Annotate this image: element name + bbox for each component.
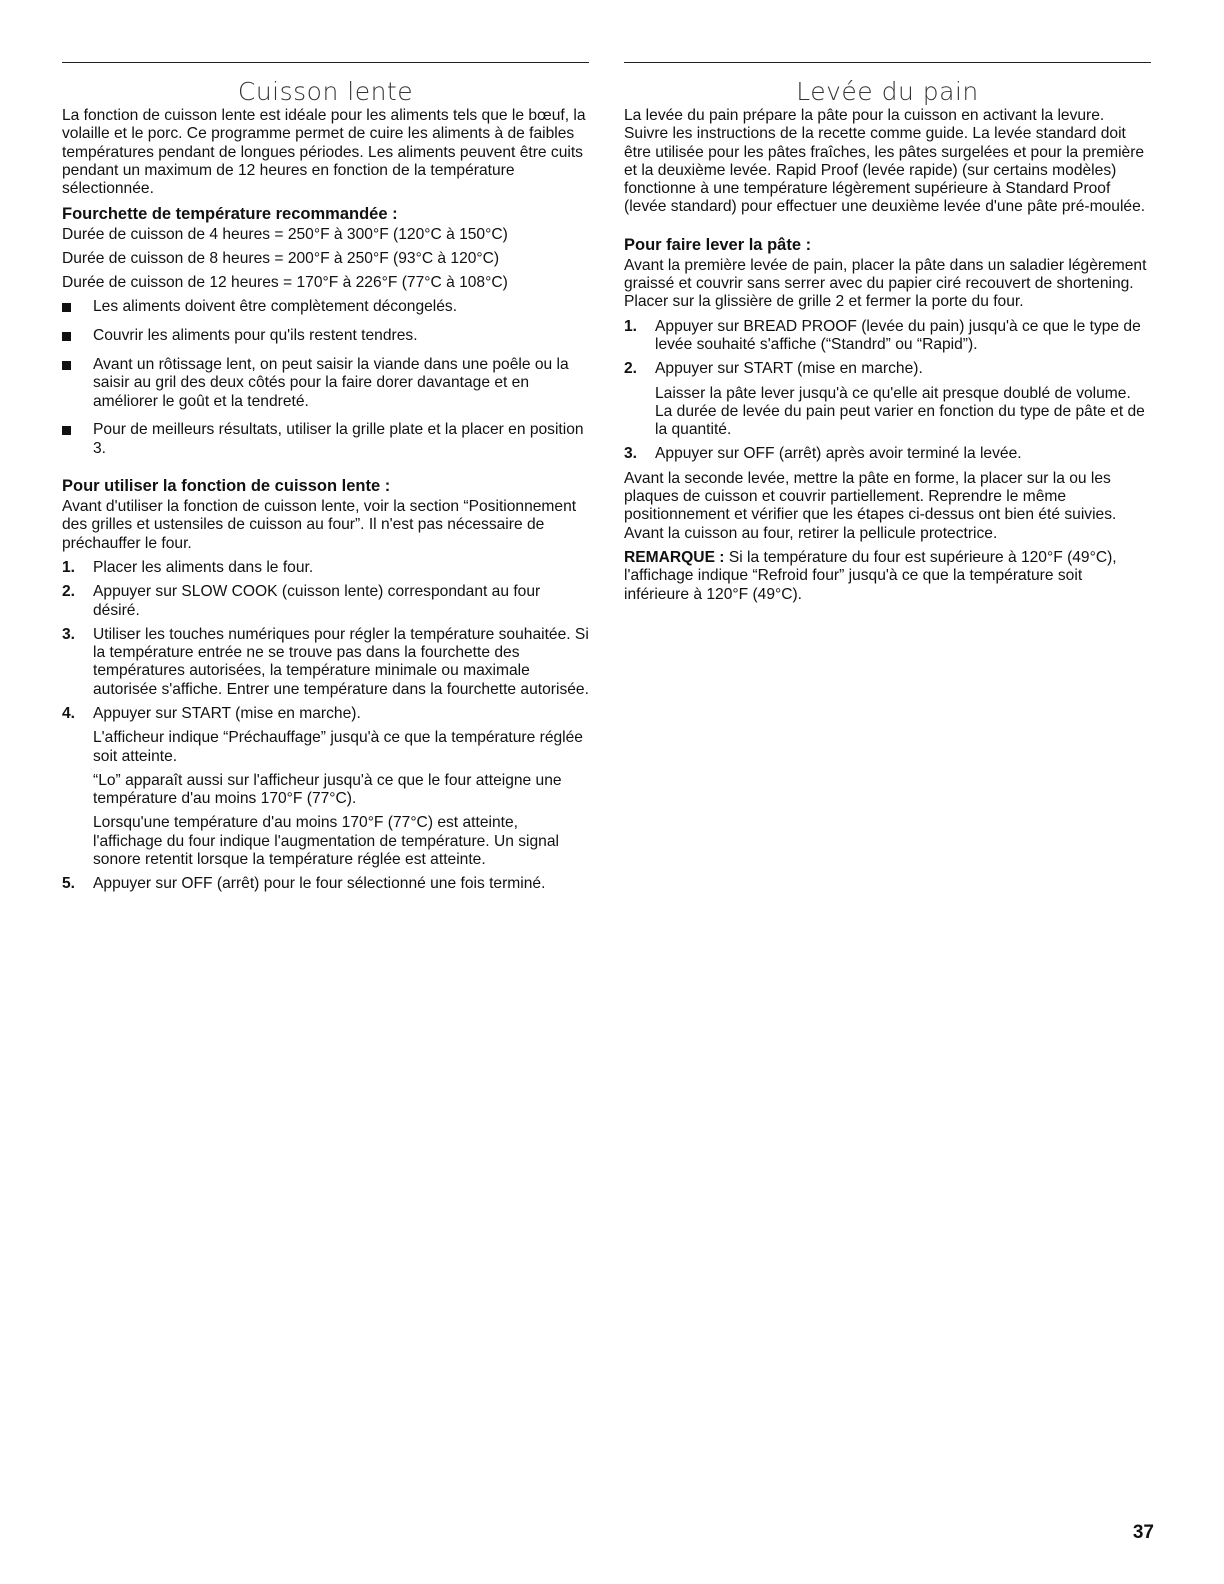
step-note: “Lo” apparaît aussi sur l'afficheur jusqu'à ce que le four atteigne une température d'au moins 170°F (77°C). [93, 771, 562, 808]
before-paragraph: Avant la première levée de pain, placer la pâte dans un saladier légèrement graissé et couvrir sans serrer avec du papier ciré recouvert de shortening. Placer sur la glissière de grille 2 et fermer la porte du four. [624, 256, 1147, 311]
note-label: REMARQUE : [624, 548, 725, 566]
step-text: Appuyer sur START (mise en marche). [655, 360, 923, 378]
list-item [62, 356, 589, 411]
proof-steps [624, 318, 1151, 464]
list-item [62, 421, 589, 458]
square-bullet-icon [62, 303, 71, 312]
step-note: Laisser la pâte lever jusqu'à ce qu'elle ait presque doublé de volume. La durée de levée du pain peut varier en fonction du type de pâte et de la quantité. [655, 384, 1145, 439]
step-number: 3. [62, 625, 76, 643]
step-text: Placer les aliments dans le four. [93, 558, 314, 576]
step-number: 5. [62, 875, 76, 893]
second-proof-paragraph: Avant la seconde levée, mettre la pâte en forme, la placer sur la ou les plaques de cuisson et couvrir partiellement. Reprendre le même positionnement et vérifier que les étapes ci-dessus ont bien été suivies. Avant la cuisson au four, retirer la pellicule protectrice. [624, 469, 1117, 542]
temperature-list [62, 226, 589, 292]
step-item [62, 559, 589, 577]
square-bullet-icon [62, 361, 71, 370]
list-item-text: Les aliments doivent être complètement décongelés. [93, 298, 458, 316]
list-item [62, 327, 589, 345]
temperature-line: Durée de cuisson de 8 heures = 200°F à 250°F (93°C à 120°C) [62, 250, 500, 268]
step-item [624, 318, 1151, 355]
tips-list [62, 298, 589, 458]
step-item [62, 626, 589, 699]
square-bullet-icon [62, 426, 71, 435]
page-number: 37 [1132, 1522, 1154, 1543]
step-text: Appuyer sur OFF (arrêt) après avoir terminé la levée. [655, 445, 1022, 463]
left-column [62, 62, 589, 900]
step-item [62, 705, 589, 869]
top-rule [62, 62, 589, 63]
temperature-line: Durée de cuisson de 12 heures = 170°F à 226°F (77°C à 108°C) [62, 274, 508, 292]
step-number: 1. [62, 558, 76, 576]
step-note: Lorsqu'une température d'au moins 170°F (77°C) est atteinte, l'affichage du four indique l'augmentation de température. Un signal sonore retentit lorsque la température réglée est atteinte. [93, 814, 559, 869]
step-note: L'afficheur indique “Préchauffage” jusqu'à ce que la température réglée soit atteinte. [93, 729, 583, 765]
note-text: Si la température du four est supérieure à 120°F (49°C), l'affichage indique “Refroid four” jusqu'à ce que la température soit inférieure à 120°F (49°C). [624, 548, 1117, 603]
section-title: Levée du pain [796, 77, 979, 106]
step-item [62, 583, 589, 620]
step-number: 1. [624, 317, 638, 335]
list-item [62, 298, 589, 316]
step-number: 2. [624, 360, 638, 378]
step-text: Appuyer sur BREAD PROOF (levée du pain) jusqu'à ce que le type de levée souhaité s'affiche (“Standrd” ou “Rapid”). [655, 317, 1141, 353]
note-paragraph [624, 549, 1151, 604]
intro-paragraph: La levée du pain prépare la pâte pour la cuisson en activant la levure. Suivre les instructions de la recette comme guide. La levée standard doit être utilisée pour les pâtes fraîches, les pâtes surgelées et pour la première et la deuxième levée. Rapid Proof (levée rapide) (sur certains modèles) fonctionne à une température légèrement supérieure à Standard Proof (levée standard) pour effectuer une deuxième levée d'une pâte pré-moulée. [624, 107, 1146, 216]
usage-heading: Pour utiliser la fonction de cuisson lente : [62, 477, 391, 496]
temperature-heading: Fourchette de température recommandée : [62, 205, 398, 224]
step-text: Appuyer sur START (mise en marche). [93, 704, 361, 722]
list-item-text: Avant un rôtissage lent, on peut saisir la viande dans une poêle ou la saisir au gril des deux côtés pour la faire dorer davantage et en améliorer le goût et la tendreté. [93, 356, 569, 410]
step-item [624, 360, 1151, 439]
list-item-text: Pour de meilleurs résultats, utiliser la grille plate et la placer en position 3. [93, 421, 584, 457]
section-title: Cuisson lente [237, 77, 414, 106]
square-bullet-icon [62, 332, 71, 341]
top-rule [624, 62, 1151, 63]
right-column [624, 62, 1151, 610]
step-item [62, 875, 589, 893]
proof-heading: Pour faire lever la pâte : [624, 235, 812, 254]
intro-paragraph: La fonction de cuisson lente est idéale pour les aliments tels que le bœuf, la volaille et le porc. Ce programme permet de cuire les aliments à de faibles températures pendant de longues périodes. Les aliments peuvent être cuits pendant un maximum de 12 heures en fonction de la température sélectionnée. [62, 107, 586, 198]
step-text: Appuyer sur OFF (arrêt) pour le four sélectionné une fois terminé. [93, 875, 546, 893]
usage-intro: Avant d'utiliser la fonction de cuisson lente, voir la section “Positionnement des grilles et ustensiles de cuisson au four”. Il n'est pas nécessaire de préchauffer le four. [62, 498, 577, 552]
temperature-line: Durée de cuisson de 4 heures = 250°F à 300°F (120°C à 150°C) [62, 226, 508, 244]
step-text: Utiliser les touches numériques pour régler la température souhaitée. Si la température entrée ne se trouve pas dans la fourchette des températures autorisées, la température minimale ou maximale autorisée s'affiche. Entrer une température dans la fourchette autorisée. [93, 625, 589, 698]
step-number: 3. [624, 445, 638, 463]
step-item [624, 445, 1151, 463]
usage-steps [62, 559, 589, 894]
step-number: 4. [62, 704, 76, 722]
list-item-text: Couvrir les aliments pour qu'ils restent tendres. [93, 327, 418, 345]
step-text: Appuyer sur SLOW COOK (cuisson lente) correspondant au four désiré. [93, 583, 541, 619]
step-number: 2. [62, 583, 76, 601]
